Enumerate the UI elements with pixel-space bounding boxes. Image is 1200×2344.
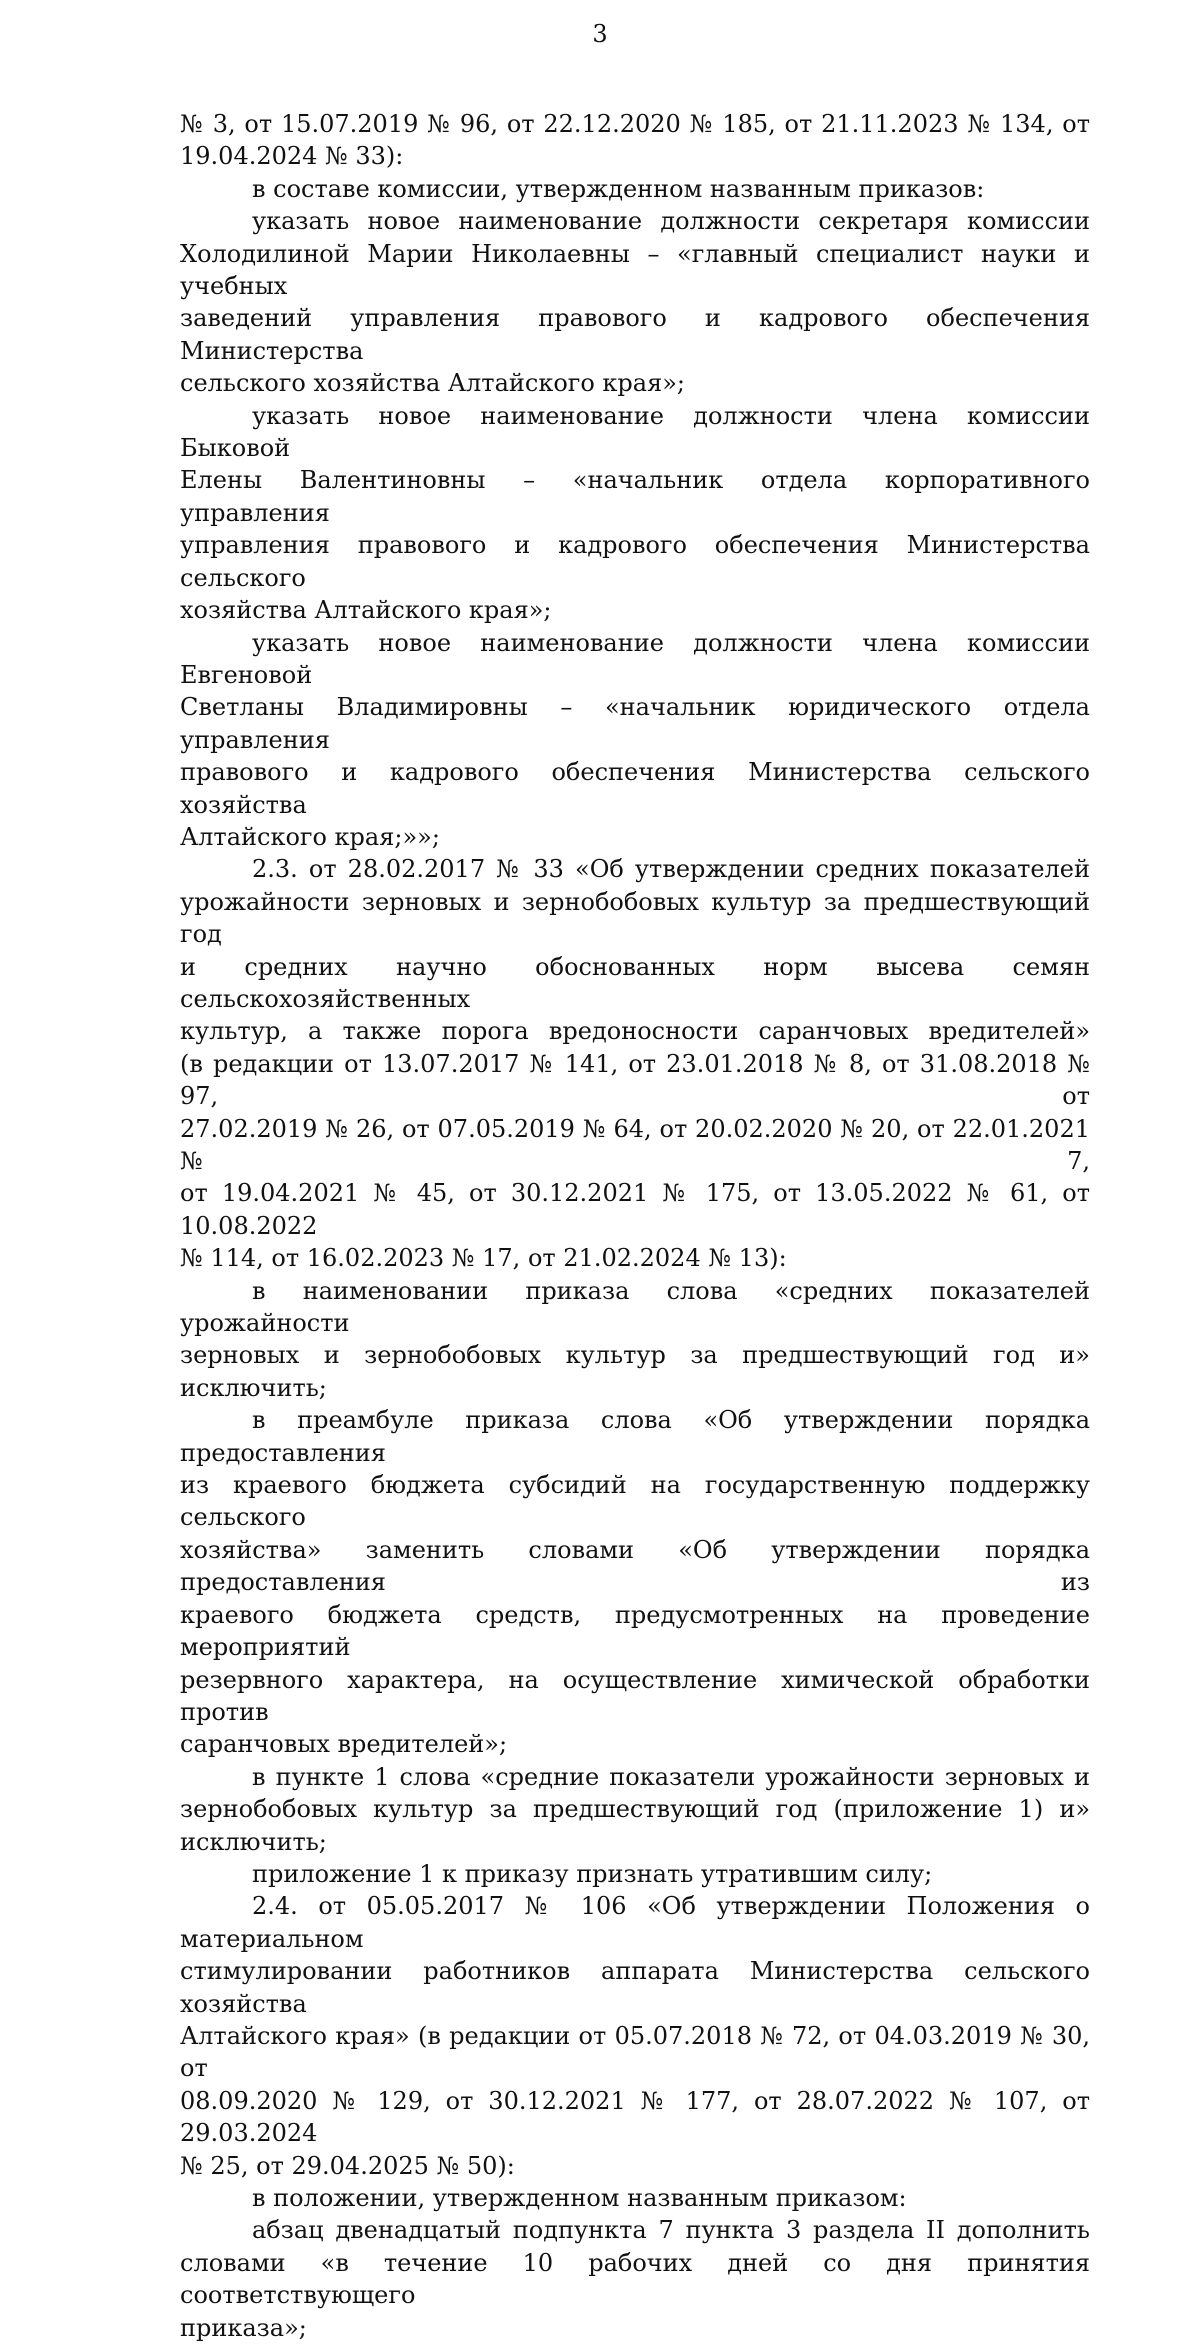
- text-line: зерновых и зернобобовых культур за предшествующий год и» исключить;: [180, 1341, 1090, 1402]
- document-body: [180, 108, 1090, 2344]
- text-line: Холодилиной Марии Николаевны – «главный специалист науки и учебных: [180, 239, 1090, 301]
- text-line: сельского хозяйства Алтайского края»;: [180, 369, 686, 398]
- text-line: приказа»;: [180, 2313, 307, 2342]
- text-line: приложение 1 к приказу признать утратившим силу;: [252, 1859, 933, 1888]
- text-line: 19.04.2024 № 33):: [180, 142, 404, 171]
- text-line: № 114, от 16.02.2023 № 17, от 21.02.2024 № 13):: [180, 1244, 787, 1273]
- document-paragraph: [180, 1404, 1090, 1760]
- page-number: 3: [592, 20, 608, 48]
- text-line: в положении, утвержденном названным приказом:: [252, 2184, 907, 2212]
- document-paragraph: [180, 1858, 1090, 1890]
- text-line: 2.4. от 05.05.2017 № 106 «Об утверждении Положения о материальном: [180, 1892, 1090, 1953]
- document-paragraph: [180, 1761, 1090, 1858]
- text-line: и средних научно обоснованных норм высева семян сельскохозяйственных: [180, 952, 1090, 1013]
- text-line: урожайности зерновых и зернобобовых культур за предшествующий год: [180, 887, 1090, 949]
- text-line: указать новое наименование должности члена комиссии Быковой: [180, 401, 1090, 463]
- document-paragraph: [180, 1890, 1090, 2182]
- document-paragraph: [180, 108, 1090, 173]
- text-line: указать новое наименование должности секретаря комиссии: [252, 207, 1090, 236]
- text-line: Алтайского края;»»;: [180, 822, 440, 851]
- text-line: указать новое наименование должности члена комиссии Евгеновой: [180, 628, 1090, 689]
- text-line: Светланы Владимировны – «начальник юридического отдела управления: [180, 693, 1090, 754]
- document-paragraph: [180, 627, 1090, 854]
- text-line: в преамбуле приказа слова «Об утверждении порядка предоставления: [180, 1406, 1090, 1467]
- text-line: в составе комиссии, утвержденном названным приказов:: [252, 174, 985, 203]
- text-line: Алтайского края» (в редакции от 05.07.2018 № 72, от 04.03.2019 № 30, от: [180, 2021, 1090, 2083]
- text-line: зернобобовых культур за предшествующий год (приложение 1) и»: [180, 1795, 1090, 1824]
- text-line: № 25, от 29.04.2025 № 50):: [180, 2151, 515, 2180]
- text-line: № 3, от 15.07.2019 № 96, от 22.12.2020 № 185, от 21.11.2023 № 134, от: [180, 110, 1090, 138]
- document-paragraph: [180, 853, 1090, 1274]
- text-line: культур, а также порога вредоносности саранчовых вредителей»: [180, 1017, 1090, 1046]
- text-line: заведений управления правового и кадрового обеспечения Министерства: [180, 304, 1090, 365]
- document-paragraph: [180, 400, 1090, 627]
- text-line: управления правового и кадрового обеспечения Министерства сельского: [180, 531, 1090, 592]
- text-line: хозяйства» заменить словами «Об утверждении порядка предоставления из: [180, 1535, 1090, 1597]
- text-line: резервного характера, на осуществление химической обработки против: [180, 1665, 1090, 1726]
- text-line: стимулировании работников аппарата Министерства сельского хозяйства: [180, 1957, 1090, 2018]
- document-paragraph: [180, 2214, 1090, 2344]
- text-line: 08.09.2020 № 129, от 30.12.2021 № 177, от 28.07.2022 № 107, от 29.03.2024: [180, 2086, 1090, 2148]
- document-paragraph: [180, 205, 1090, 399]
- text-line: из краевого бюджета субсидий на государственную поддержку сельского: [180, 1471, 1090, 1532]
- text-line: от 19.04.2021 № 45, от 30.12.2021 № 175, от 13.05.2022 № 61, от 10.08.2022: [180, 1179, 1090, 1240]
- text-line: в наименовании приказа слова «средних показателей урожайности: [180, 1276, 1090, 1338]
- text-line: в пункте 1 слова «средние показатели урожайности зерновых и: [252, 1762, 1090, 1791]
- document-paragraph: [180, 173, 1090, 205]
- text-line: абзац двенадцатый подпункта 7 пункта 3 раздела II дополнить: [252, 2216, 1090, 2245]
- text-line: словами «в течение 10 рабочих дней со дня принятия соответствующего: [180, 2248, 1090, 2310]
- text-line: краевого бюджета средств, предусмотренных на проведение мероприятий: [180, 1600, 1090, 1662]
- text-line: исключить;: [180, 1827, 327, 1856]
- document-paragraph: [180, 1275, 1090, 1405]
- text-line: Елены Валентиновны – «начальник отдела корпоративного управления: [180, 466, 1090, 527]
- text-line: 2.3. от 28.02.2017 № 33 «Об утверждении средних показателей: [252, 855, 1090, 884]
- document-paragraph: [180, 2182, 1090, 2214]
- text-line: хозяйства Алтайского края»;: [180, 596, 552, 625]
- text-line: 27.02.2019 № 26, от 07.05.2019 № 64, от 20.02.2020 № 20, от 22.01.2021 № 7,: [180, 1114, 1090, 1175]
- text-line: саранчовых вредителей»;: [180, 1730, 508, 1759]
- text-line: правового и кадрового обеспечения Министерства сельского хозяйства: [180, 758, 1090, 819]
- text-line: (в редакции от 13.07.2017 № 141, от 23.01.2018 № 8, от 31.08.2018 № 97, от: [180, 1049, 1090, 1111]
